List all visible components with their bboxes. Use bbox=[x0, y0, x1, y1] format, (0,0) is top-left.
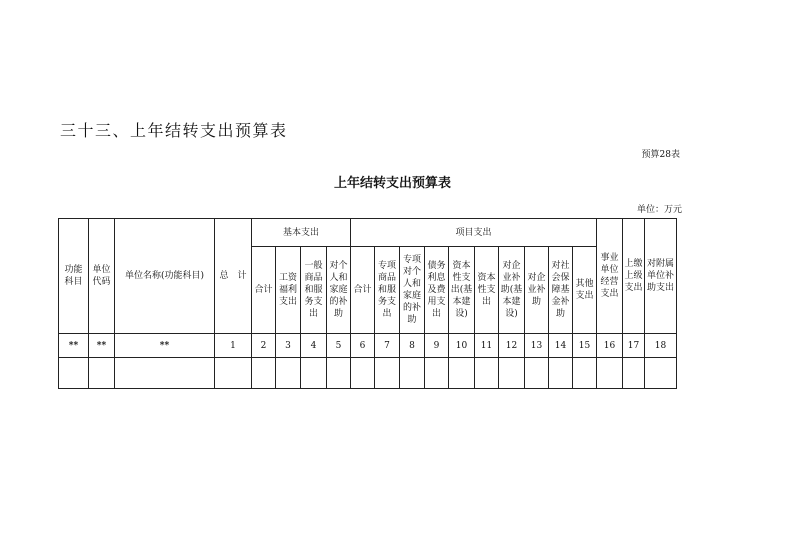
empty-cell bbox=[59, 358, 89, 389]
header-basic-total: 合计 bbox=[252, 247, 276, 334]
empty-cell bbox=[252, 358, 276, 389]
marker-cell: ** bbox=[115, 334, 215, 358]
table-number: 预算28表 bbox=[641, 150, 680, 160]
header-group-project: 项目支出 bbox=[351, 219, 597, 247]
header-project-goods: 专项商品和服务支出 bbox=[375, 247, 400, 334]
header-basic-goods: 一般商品和服务支出 bbox=[301, 247, 327, 334]
index-cell: 8 bbox=[400, 334, 425, 358]
empty-cell bbox=[425, 358, 449, 389]
index-cell: 13 bbox=[525, 334, 549, 358]
empty-cell bbox=[327, 358, 351, 389]
empty-cell bbox=[400, 358, 425, 389]
index-cell: 11 bbox=[475, 334, 499, 358]
empty-cell bbox=[623, 358, 645, 389]
header-project-social-security: 对社会保障基金补助 bbox=[549, 247, 573, 334]
empty-cell bbox=[475, 358, 499, 389]
empty-cell bbox=[525, 358, 549, 389]
index-cell: 3 bbox=[276, 334, 301, 358]
index-cell: 12 bbox=[499, 334, 525, 358]
header-function-subject: 功能科目 bbox=[59, 219, 89, 334]
marker-cell: ** bbox=[59, 334, 89, 358]
section-title: 三十三、上年结转支出预算表 bbox=[60, 121, 288, 140]
header-project-enterprise: 对企业补助 bbox=[525, 247, 549, 334]
header-project-enterprise-construction: 对企业补助(基本建设) bbox=[499, 247, 525, 334]
index-cell: 5 bbox=[327, 334, 351, 358]
header-business-operation: 事业单位经营支出 bbox=[597, 219, 623, 334]
empty-cell bbox=[645, 358, 677, 389]
header-affiliate-subsidy: 对附属单位补助支出 bbox=[645, 219, 677, 334]
unit-label: 单位：万元 bbox=[636, 205, 682, 215]
header-project-other: 其他支出 bbox=[573, 247, 597, 334]
header-project-capital: 资本性支出 bbox=[475, 247, 499, 334]
empty-cell bbox=[89, 358, 115, 389]
table-row bbox=[59, 334, 677, 358]
header-unit-code: 单位代码 bbox=[89, 219, 115, 334]
index-cell: 18 bbox=[645, 334, 677, 358]
header-basic-wages: 工资福利支出 bbox=[276, 247, 301, 334]
header-total: 总 计 bbox=[215, 219, 252, 334]
page-title: 上年结转支出预算表 bbox=[333, 176, 451, 191]
index-cell: 17 bbox=[623, 334, 645, 358]
index-cell: 9 bbox=[425, 334, 449, 358]
empty-cell bbox=[549, 358, 573, 389]
index-cell: 16 bbox=[597, 334, 623, 358]
header-project-total: 合计 bbox=[351, 247, 375, 334]
marker-cell: ** bbox=[89, 334, 115, 358]
header-basic-household: 对个人和家庭的补助 bbox=[327, 247, 351, 334]
header-group-basic: 基本支出 bbox=[252, 219, 351, 247]
empty-cell bbox=[215, 358, 252, 389]
index-cell: 1 bbox=[215, 334, 252, 358]
header-project-capital-construction: 资本性支出(基本建设) bbox=[449, 247, 475, 334]
empty-cell bbox=[573, 358, 597, 389]
empty-cell bbox=[276, 358, 301, 389]
index-cell: 6 bbox=[351, 334, 375, 358]
index-cell: 15 bbox=[573, 334, 597, 358]
header-project-household: 专项对个人和家庭的补助 bbox=[400, 247, 425, 334]
empty-cell bbox=[115, 358, 215, 389]
header-project-interest: 债务利息及费用支出 bbox=[425, 247, 449, 334]
budget-table bbox=[58, 218, 677, 389]
header-remit-superior: 上缴上级支出 bbox=[623, 219, 645, 334]
index-cell: 4 bbox=[301, 334, 327, 358]
empty-cell bbox=[301, 358, 327, 389]
empty-cell bbox=[597, 358, 623, 389]
index-cell: 10 bbox=[449, 334, 475, 358]
table-row bbox=[59, 358, 677, 389]
index-cell: 7 bbox=[375, 334, 400, 358]
empty-cell bbox=[351, 358, 375, 389]
index-cell: 2 bbox=[252, 334, 276, 358]
empty-cell bbox=[499, 358, 525, 389]
index-cell: 14 bbox=[549, 334, 573, 358]
empty-cell bbox=[375, 358, 400, 389]
empty-cell bbox=[449, 358, 475, 389]
header-unit-name: 单位名称(功能科目) bbox=[115, 219, 215, 334]
